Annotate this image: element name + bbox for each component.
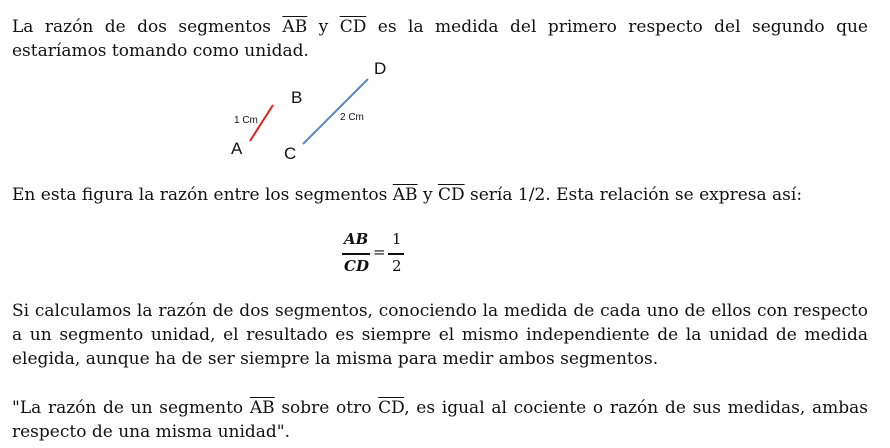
relation-text-2: y <box>417 185 438 205</box>
quote-cd-label: $\overline{CD}$ <box>378 398 405 418</box>
relation-text-3: sería 1/2. Esta relación se expresa así: <box>464 185 803 205</box>
result-denominator: 2 <box>392 257 402 275</box>
quote-line-1 <box>12 396 868 420</box>
quote-text-3: , es igual al cociente o razón de sus medidas, ambas <box>404 398 869 418</box>
point-c-label: C <box>284 144 297 163</box>
relation-text-1: En esta figura la razón entre los segmentos <box>12 185 393 205</box>
para2-line-2: a un segmento unidad, el resultado es siempre el mismo independiente de la unidad de medida <box>12 325 868 345</box>
relation-cd-label: $\overline{CD}$ <box>437 185 465 205</box>
segments-figure <box>220 56 430 168</box>
segments-svg <box>220 56 430 168</box>
length-ab-label: 1 Cm <box>234 115 258 126</box>
point-a-label: A <box>231 139 243 158</box>
intro-text-3: es la medida del primero respecto del segundo que <box>366 17 868 37</box>
relation-line <box>12 183 868 207</box>
fraction-bar-right <box>388 253 404 255</box>
segment-cd-label: $\overline{CD}$ <box>339 17 367 37</box>
point-d-label: D <box>374 59 387 78</box>
quote-line-2: respecto de una misma unidad". <box>12 422 291 442</box>
intro-text-2: y <box>307 17 340 37</box>
quote-ab-label: $\overline{AB}$ <box>249 398 275 418</box>
relation-ab-label: $\overline{AB}$ <box>392 185 418 205</box>
para2-line-3: elegida, aunque ha de ser siempre la misma para medir ambos segmentos. <box>12 349 659 369</box>
formula-equals: = <box>373 243 386 261</box>
fraction-bar-left <box>342 253 370 255</box>
segment-ab-label: $\overline{AB}$ <box>282 17 308 37</box>
ratio-formula <box>340 228 410 278</box>
para2-line-1: Si calculamos la razón de dos segmentos, conociendo la medida de cada uno de ellos con respecto <box>12 301 868 321</box>
quote-text-2: sobre otro <box>274 398 379 418</box>
point-b-label: B <box>291 88 303 107</box>
intro-text-1: La razón de dos segmentos <box>12 17 283 37</box>
result-numerator: 1 <box>392 230 402 248</box>
formula-denominator: CD <box>344 257 369 275</box>
intro-line-2: estaríamos tomando como unidad. <box>12 41 309 61</box>
length-cd-label: 2 Cm <box>340 112 364 123</box>
intro-line-1 <box>12 15 868 39</box>
quote-text-1: "La razón de un segmento <box>12 398 250 418</box>
formula-numerator: AB <box>344 230 369 248</box>
